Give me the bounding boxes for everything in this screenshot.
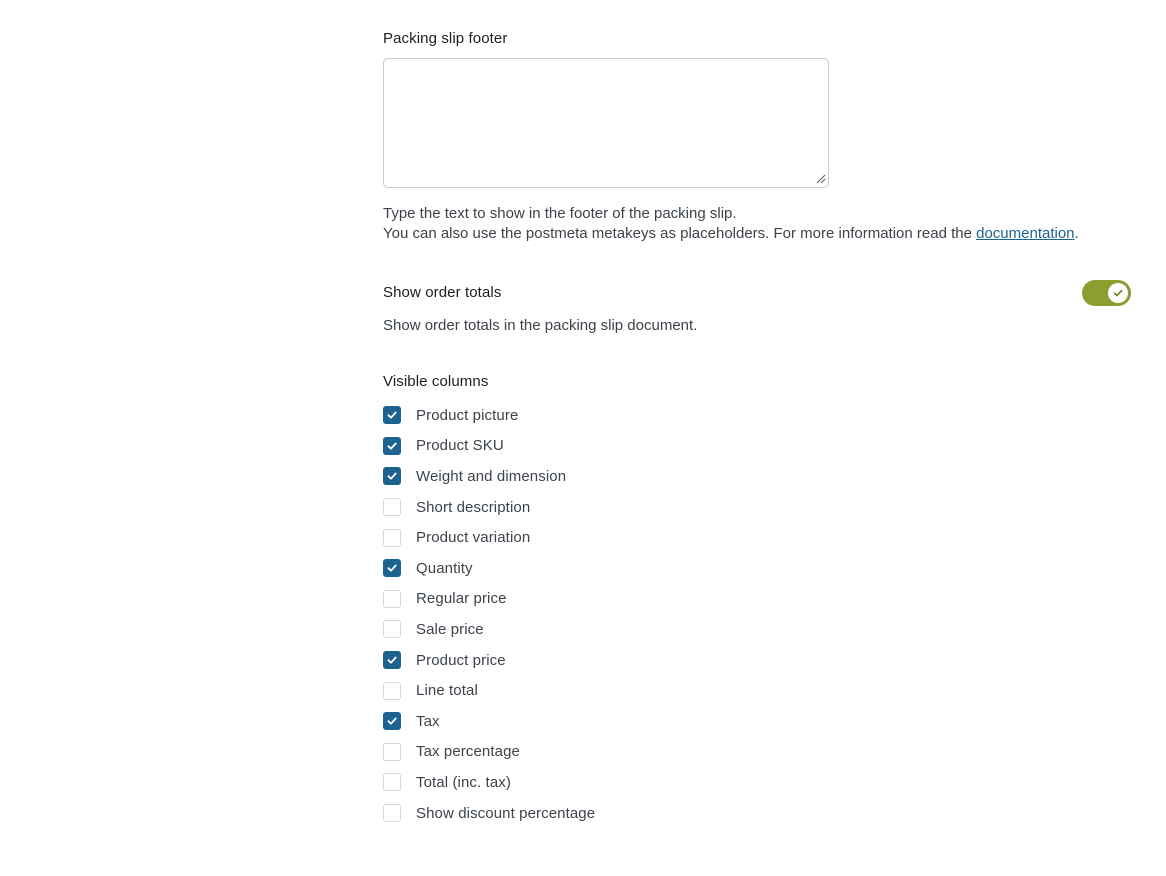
show-order-totals-toggle[interactable] [1082, 280, 1131, 306]
packing-slip-footer-textarea[interactable] [383, 58, 829, 188]
footer-help-suffix: . [1074, 225, 1079, 242]
column-checkbox[interactable] [383, 651, 401, 669]
column-checkbox[interactable] [383, 406, 401, 424]
column-item-short-description[interactable] [383, 492, 595, 523]
packing-slip-footer-label: Packing slip footer [383, 30, 508, 47]
column-checkbox[interactable] [383, 498, 401, 516]
check-icon [386, 470, 398, 482]
column-item-tax[interactable] [383, 706, 595, 737]
column-checkbox[interactable] [383, 467, 401, 485]
column-item-regular-price[interactable] [383, 584, 595, 615]
column-label: Total (inc. tax) [416, 773, 511, 791]
column-checkbox[interactable] [383, 529, 401, 547]
column-label: Line total [416, 682, 478, 700]
footer-help-prefix: You can also use the postmeta metakeys as placeholders. For more information read the [383, 225, 977, 242]
column-item-product-price[interactable] [383, 645, 595, 676]
column-checkbox[interactable] [383, 437, 401, 455]
show-order-totals-help: Show order totals in the packing slip document. [383, 317, 698, 334]
column-label: Regular price [416, 590, 507, 608]
column-item-product-variation[interactable] [383, 522, 595, 553]
packing-slip-footer-field-wrap [383, 58, 829, 188]
check-icon [386, 715, 398, 727]
column-item-quantity[interactable] [383, 553, 595, 584]
check-icon [386, 440, 398, 452]
column-label: Product picture [416, 406, 519, 424]
footer-help-text-1: Type the text to show in the footer of the packing slip. [383, 205, 737, 222]
column-checkbox[interactable] [383, 590, 401, 608]
resize-handle-icon[interactable] [816, 174, 826, 184]
column-label: Weight and dimension [416, 467, 567, 485]
footer-help-text-2 [383, 224, 1079, 244]
column-item-tax-percentage[interactable] [383, 737, 595, 768]
check-icon [1112, 287, 1124, 299]
column-label: Product price [416, 651, 506, 669]
column-label: Sale price [416, 620, 484, 638]
column-label: Product variation [416, 529, 531, 547]
visible-columns-list [383, 400, 595, 828]
column-checkbox[interactable] [383, 804, 401, 822]
visible-columns-label: Visible columns [383, 373, 489, 390]
column-checkbox[interactable] [383, 559, 401, 577]
column-checkbox[interactable] [383, 712, 401, 730]
column-item-product-sku[interactable] [383, 431, 595, 462]
column-label: Tax [416, 712, 440, 730]
column-label: Quantity [416, 559, 473, 577]
show-order-totals-label: Show order totals [383, 284, 502, 301]
check-icon [386, 562, 398, 574]
documentation-link[interactable]: documentation [976, 225, 1075, 242]
column-label: Short description [416, 498, 531, 516]
check-icon [386, 654, 398, 666]
column-checkbox[interactable] [383, 773, 401, 791]
column-checkbox[interactable] [383, 682, 401, 700]
column-item-weight-and-dimension[interactable] [383, 461, 595, 492]
column-checkbox[interactable] [383, 620, 401, 638]
column-label: Show discount percentage [416, 804, 596, 822]
column-item-line-total[interactable] [383, 675, 595, 706]
column-item-product-picture[interactable] [383, 400, 595, 431]
column-item-show-discount-percentage[interactable] [383, 798, 595, 829]
column-label: Product SKU [416, 437, 504, 455]
column-item-sale-price[interactable] [383, 614, 595, 645]
column-checkbox[interactable] [383, 743, 401, 761]
column-item-total-inc-tax[interactable] [383, 767, 595, 798]
check-icon [386, 409, 398, 421]
toggle-knob [1108, 283, 1128, 303]
column-label: Tax percentage [416, 743, 520, 761]
